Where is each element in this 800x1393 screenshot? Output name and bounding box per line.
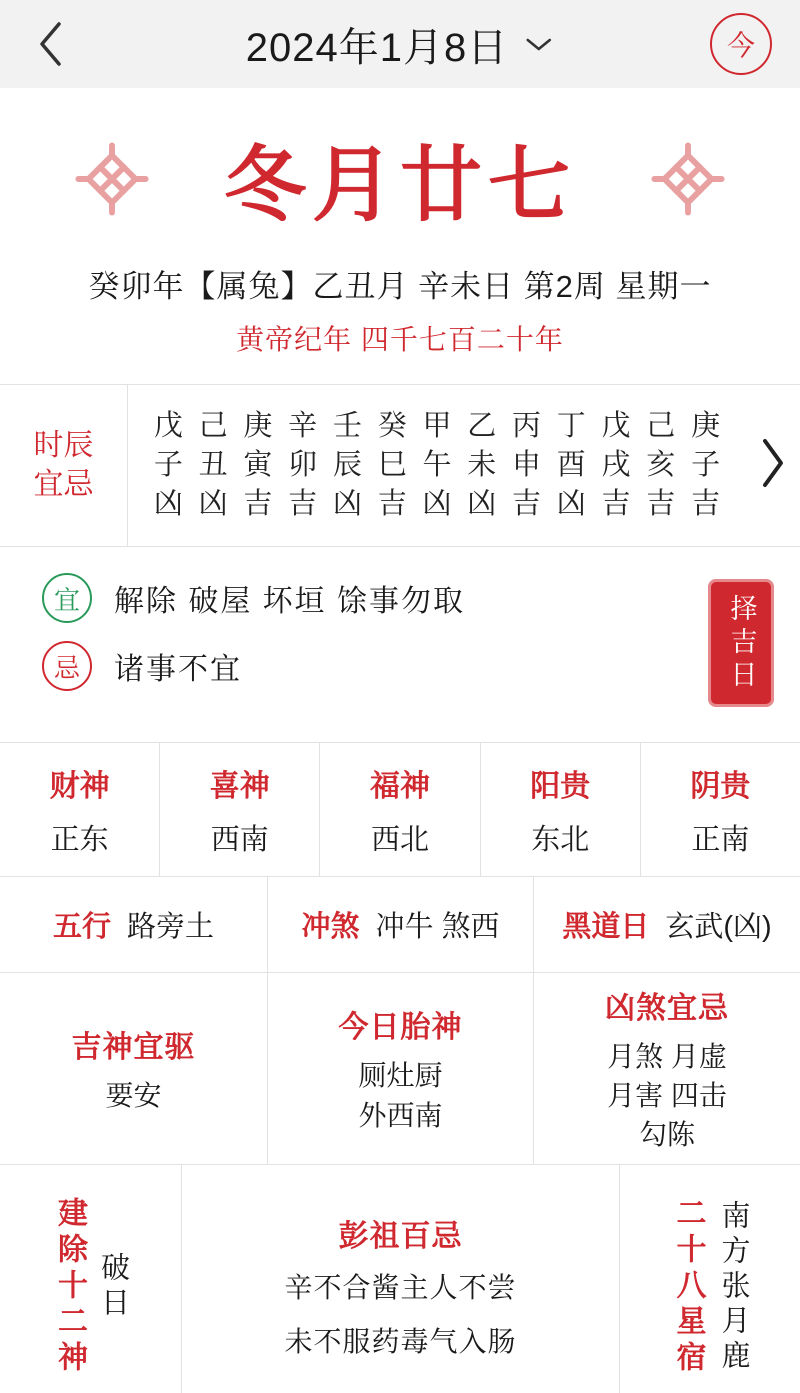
huangdi-era-line: 黄帝纪年 四千七百二十年: [236, 324, 564, 355]
lucky-god-name: 喜神: [209, 770, 270, 803]
shichen-gan: 癸: [377, 410, 407, 443]
info-strip-value: 路旁土: [127, 911, 215, 943]
detail-box-title: 今日胎神: [338, 1011, 463, 1045]
lucky-god-name: 阳贵: [530, 770, 591, 803]
shichen-luck: 吉: [512, 487, 542, 520]
page-title: 2024年1月8日: [245, 25, 509, 70]
shichen-luck: 凶: [198, 487, 228, 520]
shichen-gan: 壬: [332, 410, 362, 443]
yi-badge: 宜: [42, 573, 92, 623]
shichen-gan: 戊: [153, 410, 183, 443]
shichen-luck: 凶: [422, 487, 452, 520]
detail-box-line: 月害 四击: [607, 1079, 727, 1111]
shichen-gan: 甲: [422, 410, 452, 443]
chevron-left-icon: [36, 19, 66, 69]
shichen-label-line2: 宜忌: [33, 467, 94, 501]
detail-box: [268, 973, 534, 1164]
shichen-zhi: 亥: [646, 449, 676, 482]
jianchu-value: 破日: [97, 1252, 129, 1322]
shichen-label: [0, 385, 128, 546]
pengzu-title: 彭祖百忌: [338, 1220, 463, 1253]
yi-row: [0, 573, 800, 623]
detail-box-line: 勾陈: [638, 1119, 695, 1151]
detail-box-line: 月煞 月虚: [607, 1040, 727, 1072]
lucky-god-direction: 正南: [691, 824, 750, 856]
shichen-zhi: 辰: [332, 449, 362, 482]
shichen-zhi: 丑: [198, 449, 228, 482]
pengzu-line-1: 辛不合酱主人不尝: [284, 1272, 517, 1303]
lucky-god-direction: 东北: [531, 824, 590, 856]
lunar-hero: [0, 88, 800, 385]
shichen-column[interactable]: [557, 407, 586, 524]
shichen-luck: 凶: [467, 487, 497, 520]
lucky-god-direction: 正东: [50, 824, 109, 856]
shichen-gan: 丁: [556, 410, 586, 443]
info-strip-value: 玄武(凶): [665, 911, 772, 943]
info-strip-key: 五行: [52, 911, 111, 943]
top-bar: [0, 0, 800, 88]
bottom-row: [0, 1165, 800, 1393]
lucky-god-name: 财神: [49, 770, 110, 803]
shichen-luck: 吉: [288, 487, 318, 520]
shichen-gan: 己: [646, 410, 676, 443]
shichen-gan: 戊: [601, 410, 631, 443]
shichen-label-line1: 时辰: [33, 429, 94, 463]
shichen-column[interactable]: [288, 407, 317, 524]
shichen-column[interactable]: [467, 407, 496, 524]
shichen-luck: 吉: [691, 487, 721, 520]
info-strip-key: 冲煞: [301, 911, 360, 943]
ji-text: 诸事不宜: [114, 653, 242, 686]
shichen-gan: 庚: [243, 410, 273, 443]
detail-box-title: 凶煞宜忌: [605, 991, 729, 1025]
xingxiu-label: 二十八星宿: [671, 1197, 705, 1377]
today-button-label: 今: [726, 30, 755, 61]
shichen-luck: 吉: [601, 487, 631, 520]
shichen-gan: 乙: [467, 410, 497, 443]
today-button[interactable]: [710, 13, 772, 75]
shichen-columns[interactable]: [128, 385, 744, 546]
shichen-section[interactable]: [0, 385, 800, 547]
shichen-gan: 丙: [512, 410, 542, 443]
shichen-zhi: 申: [512, 449, 542, 482]
detail-boxes: [0, 973, 800, 1165]
shichen-column[interactable]: [602, 407, 631, 524]
info-strip-cell: [0, 877, 268, 972]
shichen-gan: 辛: [288, 410, 318, 443]
chevron-right-icon: [757, 435, 787, 496]
shichen-column[interactable]: [691, 407, 720, 524]
shichen-zhi: 午: [422, 449, 452, 482]
shichen-gan: 庚: [691, 410, 721, 443]
detail-box-body: [607, 1037, 727, 1155]
detail-box: [534, 973, 800, 1164]
ji-row: [0, 641, 800, 691]
lucky-god-name: 福神: [370, 770, 430, 803]
shichen-zhi: 子: [691, 449, 721, 482]
detail-box-body: [358, 1056, 442, 1134]
shichen-zhi: 酉: [556, 449, 586, 482]
detail-box-line: 要安: [105, 1079, 162, 1111]
detail-box-body: [105, 1076, 161, 1115]
shichen-column[interactable]: [646, 407, 675, 524]
yiji-section: [0, 547, 800, 743]
info-strip-value: 冲牛 煞西: [375, 911, 500, 943]
shichen-gan: 己: [198, 410, 228, 443]
ji-badge: 忌: [42, 641, 92, 691]
shichen-luck: 凶: [332, 487, 362, 520]
shichen-luck: 吉: [377, 487, 407, 520]
shichen-zhi: 子: [153, 449, 183, 482]
shichen-luck: 凶: [153, 487, 183, 520]
shichen-column[interactable]: [333, 407, 362, 524]
detail-box-title: 吉神宜驱: [71, 1030, 196, 1064]
choose-auspicious-day-label: 择吉日: [726, 593, 757, 693]
shichen-column[interactable]: [243, 407, 272, 524]
lucky-god-name: 阴贵: [690, 770, 751, 803]
xingxiu-value: 南方张月鹿: [717, 1199, 750, 1375]
lucky-god-cell: [641, 743, 800, 876]
pengzu-line-2: 未不服药毒气入肠: [284, 1326, 517, 1357]
shichen-zhi: 巳: [377, 449, 407, 482]
chevron-down-icon[interactable]: [524, 34, 554, 54]
shichen-column[interactable]: [422, 407, 451, 524]
shichen-luck: 吉: [646, 487, 676, 520]
jianchu-label: 建除十二神: [53, 1197, 86, 1377]
chinese-knot-icon: [70, 137, 154, 221]
shichen-more-button[interactable]: [744, 385, 800, 546]
detail-box-line: 外西南: [358, 1099, 443, 1131]
lucky-god-cell: [481, 743, 641, 876]
shichen-column[interactable]: [154, 407, 183, 524]
info-strip-key: 黑道日: [562, 911, 650, 943]
lucky-god-cell: [320, 743, 480, 876]
back-button[interactable]: [28, 21, 74, 67]
info-strip-cell: [268, 877, 534, 972]
date-selector[interactable]: [246, 16, 554, 73]
lucky-god-cell: [0, 743, 160, 876]
shichen-zhi: 寅: [243, 449, 273, 482]
shichen-luck: 吉: [243, 487, 273, 520]
shichen-zhi: 卯: [288, 449, 318, 482]
choose-auspicious-day-button[interactable]: [708, 579, 774, 707]
shichen-column[interactable]: [512, 407, 541, 524]
chinese-knot-icon: [646, 137, 730, 221]
pengzu-cell: [182, 1165, 620, 1393]
info-strip: [0, 877, 800, 973]
shichen-column[interactable]: [378, 407, 407, 524]
ganzhi-line: 癸卯年【属兔】乙丑月 辛未日 第2周 星期一: [88, 269, 712, 304]
yi-text: 解除 破屋 坏垣 馀事勿取: [114, 585, 466, 618]
detail-box-line: 厕灶厨: [358, 1060, 443, 1092]
lunar-date: 冬月廿七: [223, 137, 576, 233]
shichen-zhi: 戌: [601, 449, 631, 482]
shichen-zhi: 未: [467, 449, 497, 482]
lucky-god-direction: 西南: [210, 824, 269, 856]
xingxiu-cell: [620, 1165, 800, 1393]
jianchu-cell: [0, 1165, 182, 1393]
info-strip-cell: [534, 877, 800, 972]
detail-box: [0, 973, 268, 1164]
lucky-god-direction: 西北: [371, 824, 430, 856]
shichen-column[interactable]: [199, 407, 228, 524]
shichen-luck: 凶: [556, 487, 586, 520]
lucky-god-cell: [160, 743, 320, 876]
lucky-gods-row: [0, 743, 800, 877]
